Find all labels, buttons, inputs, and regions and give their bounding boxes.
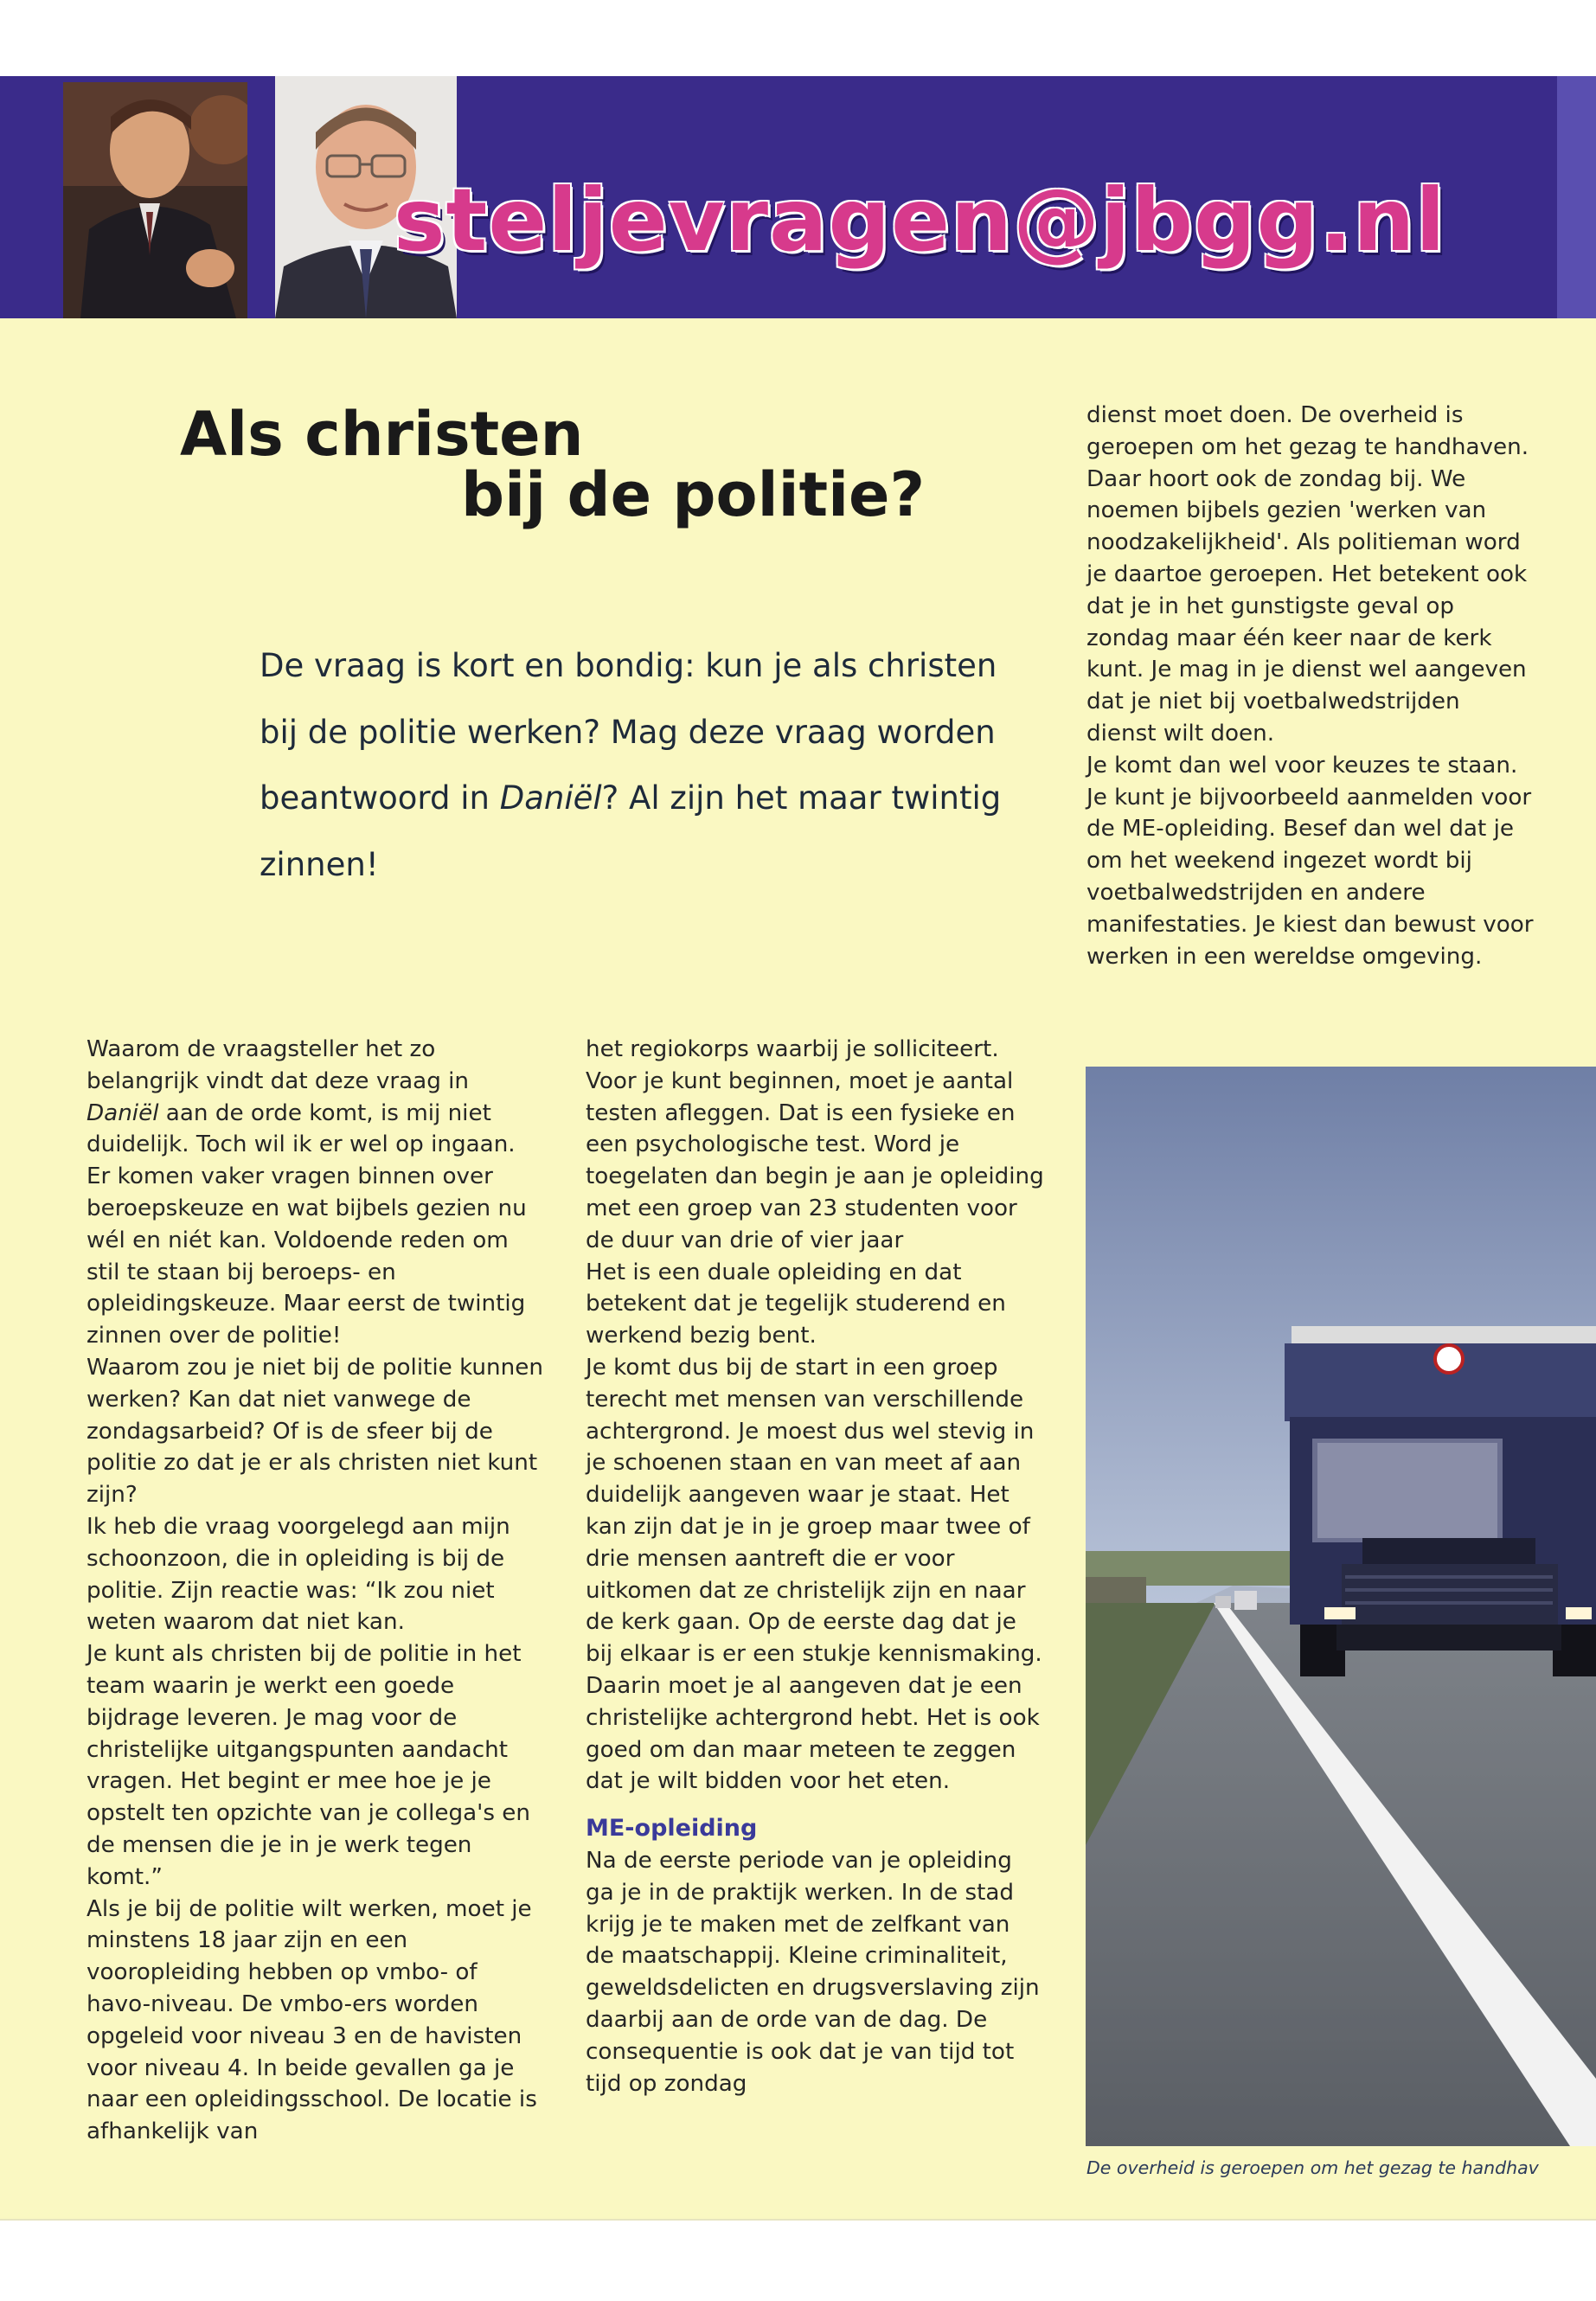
text: Waarom de vraagsteller het zo belangrijk vindt dat deze vraag in xyxy=(87,1036,470,1094)
body-column-1 xyxy=(87,1034,545,2148)
paragraph xyxy=(87,1034,545,1352)
paragraph: Je komt dus bij de start in een groep terecht met mensen van verschillende achtergrond. Je moest dus wel stevig in je schoenen staan en van meet af aan duidelijk aangeven waar je staat. Het kan zijn dat je in je groep maar twee of drie mensen aantreft die er voor uitkomen dat ze christelijk zijn en naar de kerk gaan. Op de eerste dag dat je bij elkaar is er een stukje kennismaking. Daarin moet je al aangeven dat je een christelijke achtergrond hebt. Het is ook goed om dan maar meteen te zeggen dat je wilt bidden voor het eten. xyxy=(586,1354,1042,1795)
body-column-2 xyxy=(586,1034,1044,2099)
paragraph: Je kunt als christen bij de politie in het team waarin je werkt een goede bijdrage leveren. Je mag voor de christelijke uitgangspunten aandacht vragen. Het begint er mee hoe je je opstelt ten opzichte van je collega's en de mensen die je in je werk tegen komt.” xyxy=(87,1641,531,1890)
article-title-line-2: bij de politie? xyxy=(461,459,926,530)
speaker-photo xyxy=(63,82,247,318)
paragraph: het regiokorps waarbij je solliciteert. Voor je kunt beginnen, moet je aantal testen afleggen. Dat is een fysieke en een psychologische test. Word je toegelaten dan begin je aan je opleiding met een groep van 23 studenten voor de duur van drie of vier jaar xyxy=(586,1036,1044,1253)
paragraph: Waarom zou je niet bij de politie kunnen werken? Kan dat niet vanwege de zondagsarbeid? Of is de sfeer bij de politie zo dat je er als christen niet kunt zijn? xyxy=(87,1354,543,1509)
intro-paragraph xyxy=(260,633,1003,898)
text: aan de orde komt, is mij niet duidelijk. Toch wil ik er wel op ingaan. Er komen vaker vragen binnen over beroepskeuze en wat bijbels gezien nu wél en niét kan. Voldoende reden om stil te staan bij beroeps- en opleidingskeuze. Maar eerst de twintig zinnen over de politie! xyxy=(87,1099,527,1349)
paragraph: dienst moet doen. De overheid is geroepen om het gezag te handhaven. Daar hoort ook de zondag bij. We noemen bijbels gezien 'werken van noodzakelijkheid'. Als politieman word je daartoe geroepen. Het betekent ook dat je in het gunstigste geval op zondag maar één keer naar de kerk kunt. Je mag in je dienst wel aangeven dat je niet bij voetbalwedstrijden dienst wilt doen. xyxy=(1086,402,1529,747)
truck-highway-photo xyxy=(1086,1067,1596,2146)
paragraph: Als je bij de politie wilt werken, moet je minstens 18 jaar zijn en een vooropleiding hebben op vmbo- of havo-niveau. De vmbo-ers worden opgeleid voor niveau 3 en de havisten voor niveau 4. In beide gevallen ga je naar een opleidingsschool. De locatie is afhankelijk van xyxy=(87,1895,537,2145)
paragraph: Je komt dan wel voor keuzes te staan. Je kunt je bijvoorbeeld aanmelden voor de ME-opleiding. Besef dan wel dat je om het weekend ingezet wordt bij voetbalwedstrijden en andere manifestaties. Je kiest dan bewust voor werken in een wereldse omgeving. xyxy=(1086,752,1534,970)
intro-text-1: De vraag is kort en bondig: kun je als christen bij de politie werken? Mag deze vraag worden beantwoord in xyxy=(260,647,997,817)
page-bottom-rule xyxy=(0,2219,1596,2221)
paragraph: Het is een duale opleiding en dat betekent dat je tegelijk studerend en werkend bezig bent. xyxy=(586,1259,1006,1349)
paragraph: Na de eerste periode van je opleiding ga je in de praktijk werken. In de stad krijg je te maken met de zelfkant van de maatschappij. Kleine criminaliteit, geweldsdelicten en drugsverslaving zijn daarbij aan de orde van de dag. De consequentie is ook dat je van tijd tot tijd op zondag xyxy=(586,1847,1040,2097)
section-subheading: ME-opleiding xyxy=(586,1815,758,1843)
intro-text-2: ? Al zijn het maar twintig zinnen! xyxy=(260,779,1002,883)
article-title-line-1: Als christen xyxy=(180,399,584,470)
intro-italic: Daniël xyxy=(499,779,602,817)
body-column-3 xyxy=(1086,400,1536,972)
paragraph: Ik heb die vraag voorgelegd aan mijn schoonzoon, die in opleiding is bij de politie. Zijn reactie was: “Ik zou niet weten waarom dat niet kan. xyxy=(87,1513,510,1636)
contact-email[interactable]: steljevragen@jbgg.nl xyxy=(394,170,1446,271)
photo-caption: De overheid is geroepen om het gezag te handhav xyxy=(1086,2157,1539,2178)
italic-text: Daniël xyxy=(87,1099,159,1126)
